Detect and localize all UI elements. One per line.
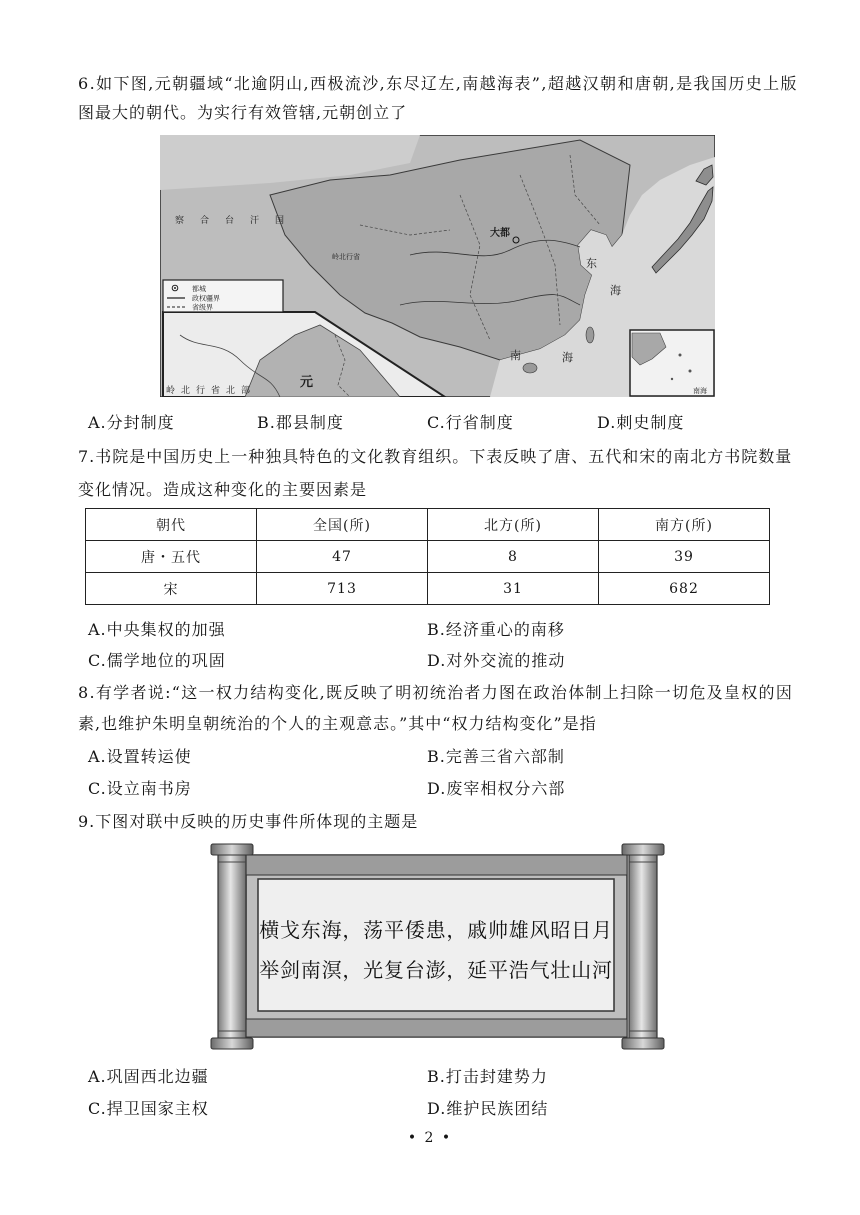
yuan-dynasty-map	[160, 135, 715, 397]
option-9b: B.打击封建势力	[427, 1067, 548, 1086]
option-9c: C.捍卫国家主权	[88, 1099, 209, 1118]
table-cell: 682	[599, 573, 770, 605]
yuan-dynasty-map-svg	[160, 135, 715, 397]
table-cell: 713	[257, 573, 428, 605]
option-6c: C.行省制度	[427, 413, 514, 432]
right-roller-bottom-cap	[622, 1038, 664, 1049]
academy-count-table	[85, 508, 770, 605]
legend-capital-label: 都城	[192, 285, 206, 293]
option-9a: A.巩固西北边疆	[88, 1067, 209, 1086]
inset-nanhai-island	[679, 354, 682, 357]
table-header-cell: 南方(所)	[599, 509, 770, 541]
map-label-inset-nanhai: 南海	[693, 387, 707, 395]
right-roller-top-cap	[622, 844, 664, 855]
option-8c: C.设立南书房	[88, 779, 192, 798]
question-9-text-line-1: 9.下图对联中反映的历史事件所体现的主题是	[78, 812, 419, 831]
map-label-khanate: 察合台汗国	[175, 216, 301, 226]
option-8d: D.废宰相权分六部	[427, 779, 566, 798]
inset-nanhai-island	[689, 370, 692, 373]
table-cell: 39	[599, 541, 770, 573]
map-label-east-sea-2: 海	[610, 284, 621, 297]
inset-nanhai-island	[671, 378, 673, 380]
option-7a: A.中央集权的加强	[88, 620, 226, 639]
couplet-scroll-svg	[210, 843, 665, 1050]
page-number: • 2 •	[407, 1130, 453, 1146]
table-header-cell: 朝代	[86, 509, 257, 541]
question-8-text-line-2: 素,也维护朱明皇朝统治的个人的主观意志。”其中“权力结构变化”是指	[78, 714, 597, 733]
question-6-text-line-1: 6.如下图,元朝疆域“北逾阴山,西极流沙,东尽辽左,南越海表”,超越汉朝和唐朝,是我国历史上版	[78, 74, 798, 93]
table-row	[86, 541, 770, 573]
couplet-scroll	[210, 843, 665, 1050]
table-cell: 47	[257, 541, 428, 573]
legend-box	[163, 280, 283, 312]
legend-border-label: 政权疆界	[192, 294, 220, 303]
table-header-cell: 全国(所)	[257, 509, 428, 541]
left-roller-bottom-cap	[211, 1038, 253, 1049]
question-7-text-line-2: 变化情况。造成这种变化的主要因素是	[78, 480, 368, 499]
option-6a: A.分封制度	[88, 413, 175, 432]
table-header-row	[86, 509, 770, 541]
couplet-line-2: 举剑南溟，光复台澎，延平浩气壮山河	[259, 958, 613, 982]
map-label-south-sea-1: 南	[510, 349, 521, 362]
table-cell: 8	[428, 541, 599, 573]
option-7b: B.经济重心的南移	[427, 620, 565, 639]
capital-symbol-dot-icon	[174, 287, 176, 289]
taiwan-island	[586, 327, 594, 343]
couplet-line-1: 横戈东海，荡平倭患，戚帅雄风昭日月	[259, 918, 613, 942]
option-7d: D.对外交流的推动	[427, 651, 566, 670]
left-roller	[218, 853, 246, 1040]
scroll-bottom-strip	[246, 1019, 627, 1037]
hainan-island	[523, 363, 537, 373]
map-label-inset-lingbei: 岭北行省北部	[166, 386, 257, 396]
option-6b: B.郡县制度	[257, 413, 344, 432]
left-roller-top-cap	[211, 844, 253, 855]
question-8-text-line-1: 8.有学者说:“这一权力结构变化,既反映了明初统治者力图在政治体制上扫除一切危及皇权的因	[78, 683, 794, 702]
table-header-cell: 北方(所)	[428, 509, 599, 541]
right-roller	[629, 853, 657, 1040]
option-8a: A.设置转运使	[88, 747, 192, 766]
table-cell: 唐・五代	[86, 541, 257, 573]
question-7-text-line-1: 7.书院是中国历史上一种独具特色的文化教育组织。下表反映了唐、五代和宋的南北方书院数量	[78, 447, 793, 466]
map-label-south-sea-2: 海	[562, 351, 573, 364]
map-label-yuan: 元	[300, 375, 314, 390]
option-6d: D.刺史制度	[597, 413, 685, 432]
option-9d: D.维护民族团结	[427, 1099, 549, 1118]
option-7c: C.儒学地位的巩固	[88, 651, 226, 670]
question-6-text-line-2: 图最大的朝代。为实行有效管辖,元朝创立了	[78, 103, 408, 122]
scroll-inner-panel	[258, 879, 614, 1011]
legend-province-label: 省级界	[192, 303, 213, 312]
table-cell: 31	[428, 573, 599, 605]
map-label-east-sea-1: 东	[586, 257, 597, 270]
scroll-top-strip	[246, 855, 627, 875]
map-label-capital: 大都	[490, 228, 510, 239]
option-8b: B.完善三省六部制	[427, 747, 565, 766]
table-cell: 宋	[86, 573, 257, 605]
table-row	[86, 573, 770, 605]
map-label-lingbei: 岭北行省	[332, 253, 360, 261]
